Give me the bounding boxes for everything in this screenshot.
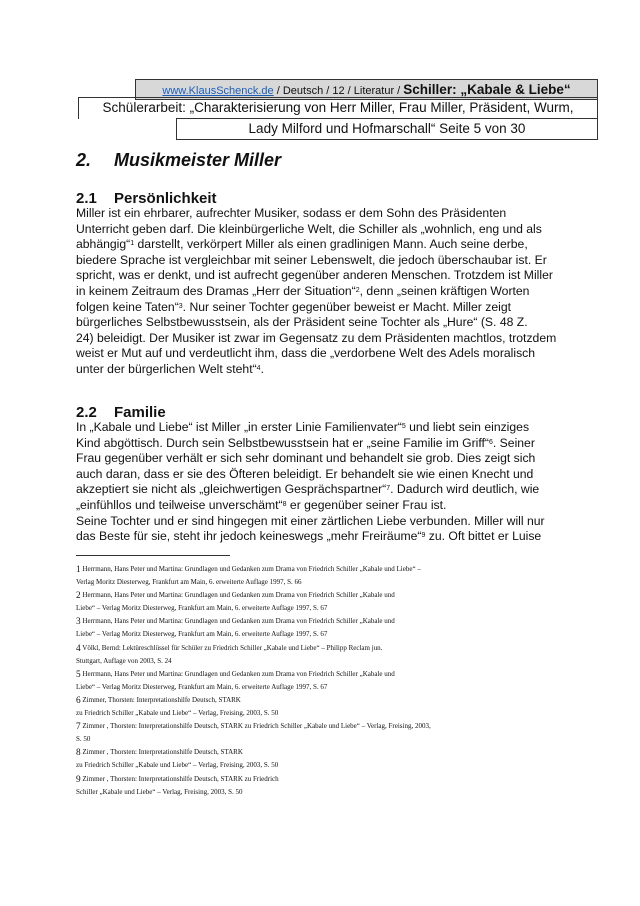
section-heading-personality	[76, 190, 217, 207]
text-segment: und liebt sein einziges	[405, 420, 530, 434]
text-line: weist er Mut auf und verdeutlicht ihm, dass die „verdorbene Welt des Adels moralisch	[76, 346, 536, 361]
footnote-line	[76, 603, 606, 616]
footnote-ref: Zimmer , Thorsten: Interpretationshilfe Deutsch, STARK zu Friedrich	[80, 774, 279, 783]
chapter-title: Musikmeister Miller	[114, 150, 282, 170]
footnote-ref: Völkl, Bernd: Lektüreschlüssel für Schüler zu Friedrich Schiller „Kabale und Liebe“ – Philipp Reclam jun.	[80, 643, 383, 652]
text-segment: folgen keine Taten“	[76, 299, 179, 314]
text-segment: .	[260, 361, 264, 376]
section-number: 2.1	[76, 190, 97, 207]
text-line	[76, 498, 576, 514]
footnote-ref: Liebe“ – Verlag Moritz Diesterweg, Frankfurt am Main, 6. erweiterte Auflage 1997, S. 67	[76, 630, 328, 639]
footnote-ref: 9	[421, 532, 426, 540]
footnote-line	[76, 643, 606, 656]
text-line: spricht, was er denkt, und ist aufrecht gegenüber anderen Menschen. Trotzdem ist Miller	[76, 268, 553, 283]
footnote-line	[76, 682, 606, 695]
footnote-ref: 7	[386, 485, 391, 493]
footnote-divider	[76, 555, 230, 556]
section-title: Familie	[114, 404, 166, 421]
text-segment: darstellt, verkörpert Miller als einen gradlinigen Mann. Auch seine derbe,	[134, 237, 528, 252]
text-line: Miller ist ein ehrbarer, aufrechter Musiker, sodass er dem Sohn des Präsidenten	[76, 206, 507, 220]
chapter-number: 2.	[76, 150, 92, 170]
header-path: / Deutsch / 12 / Literatur /	[273, 85, 404, 97]
footnote-ref: 6	[488, 438, 493, 446]
footnote-ref: Liebe“ – Verlag Moritz Diesterweg, Frankfurt am Main, 6. erweiterte Auflage 1997, S. 67	[76, 682, 328, 691]
footnote-line	[76, 721, 606, 734]
footnote-line	[76, 656, 606, 669]
footnote-ref: 1	[130, 240, 135, 248]
text-line: Frau gegenüber verhält er sich sehr dominant und behandelt sie grob. Dies zeigt sich	[76, 451, 536, 466]
text-line	[76, 436, 576, 452]
footnote-line	[76, 577, 606, 590]
footnote-ref: Zimmer, Thorsten: Interpretationshilfe Deutsch, STARK	[80, 695, 241, 704]
section-title: Persönlichkeit	[114, 190, 217, 207]
footnote-line	[76, 695, 606, 708]
footnote-line	[76, 747, 606, 760]
header-subtitle-line1: Schülerarbeit: „Charakterisierung von Herr Miller, Frau Miller, Präsident, Wurm,	[78, 97, 598, 119]
footnote-line	[76, 760, 606, 773]
text-segment: zu. Oft bittet er Luise	[425, 529, 542, 544]
footnote-ref: Liebe“ – Verlag Moritz Diesterweg, Frankfurt am Main, 6. erweiterte Auflage 1997, S. 67	[76, 604, 328, 613]
text-segment: akzeptiert sie nicht als „gleichwertigen Gesprächspartner“	[76, 482, 387, 497]
text-segment: 5	[76, 669, 81, 680]
footnote-ref: S. 50	[76, 735, 91, 744]
text-segment: 6	[76, 695, 81, 706]
footnote-line	[76, 629, 606, 642]
footnote-ref: Zimmer , Thorsten: Interpretationshilfe Deutsch, STARK zu Friedrich Schiller „Kabale und Liebe“ – Verlag, Freising, 2003,	[80, 722, 431, 731]
text-line	[76, 420, 576, 436]
text-segment: 8	[76, 748, 81, 759]
text-line	[76, 237, 576, 253]
text-segment: 4	[76, 643, 81, 654]
text-segment: , denn „seinen kräftigen Worten	[359, 283, 530, 298]
text-segment: . Nur seiner Tochter gegenüber beweist er Macht. Miller zeigt	[182, 299, 511, 314]
footnote-ref: Stuttgart, Auflage von 2003, S. 24	[76, 656, 172, 665]
footnote-line	[76, 708, 606, 721]
text-line: Unterricht geben darf. Die kleinbürgerliche Welt, die Schiller als „wohnlich, eng und als	[76, 221, 542, 236]
footnote-line	[76, 616, 606, 629]
text-segment: 3	[76, 617, 81, 628]
text-segment: Kind abgöttisch. Durch sein Selbstbewusstsein hat er „seine Familie im Griff“	[76, 435, 489, 450]
text-segment: . Dadurch wird deutlich, wie	[390, 482, 540, 497]
section-number: 2.2	[76, 404, 97, 421]
footnotes	[76, 564, 606, 800]
text-segment: . Seiner	[492, 435, 535, 450]
footnote-ref: 3	[178, 302, 183, 310]
section-heading-family	[76, 404, 166, 421]
footnote-line	[76, 590, 606, 603]
footnote-ref: 8	[282, 500, 287, 508]
paragraph-family	[76, 420, 576, 545]
footnote-ref: Herrmann, Hans Peter und Martina: Grundlagen und Gedanken zum Drama von Friedrich Schiller „Kabale und	[80, 617, 395, 626]
footnote-line	[76, 734, 606, 747]
text-segment: das Beste für sie, steht ihr jedoch keineswegs „mehr Freiräume“	[76, 529, 422, 544]
footnote-ref: Herrmann, Hans Peter und Martina: Grundlagen und Gedanken zum Drama von Friedrich Schiller „Kabale und	[80, 591, 395, 600]
text-line	[76, 362, 576, 378]
text-line: biedere Sprache ist vergleichbar mit seiner Lebenswelt, die jedoch überschaubar ist. Er	[76, 252, 547, 267]
text-segment: 7	[76, 722, 81, 733]
footnote-line	[76, 774, 606, 787]
header-title: Schiller: „Kabale & Liebe“	[403, 82, 571, 97]
text-segment: abhängig“	[76, 237, 131, 252]
site-link[interactable]: www.KlausSchenck.de	[162, 85, 274, 97]
text-line	[76, 529, 576, 545]
footnote-line	[76, 564, 606, 577]
text-segment: 1	[76, 565, 81, 575]
header-subtitle-line2: Lady Milford und Hofmarschall“ Seite 5 von 30	[176, 118, 598, 140]
text-line	[76, 284, 576, 300]
text-line	[76, 300, 576, 316]
footnote-ref: Herrmann, Hans Peter und Martina: Grundlagen und Gedanken zum Drama von Friedrich Schiller „Kabale und Liebe“ –	[80, 565, 421, 573]
text-segment: unter der bürgerlichen Welt steht“	[76, 361, 257, 376]
chapter-heading	[76, 150, 281, 171]
footnote-ref: Schiller „Kabale und Liebe“ – Verlag, Freising, 2003, S. 50	[76, 787, 243, 796]
text-line: auch daran, dass er sie des Öfteren beleidigt. Er behandelt sie wie einen Knecht und	[76, 466, 534, 481]
footnote-ref: zu Friedrich Schiller „Kabale und Liebe“ – Verlag, Freising, 2003, S. 50	[76, 761, 279, 770]
text-segment: er gegenüber seiner Frau ist.	[286, 497, 447, 512]
footnote-ref: 2	[355, 286, 360, 294]
footnote-ref: zu Friedrich Schiller „Kabale und Liebe“ – Verlag, Freising, 2003, S. 50	[76, 709, 279, 718]
text-segment: „einfühllos und teilweise unverschämt“	[76, 497, 283, 512]
text-line: bürgerliches Selbstbewusstsein, als der Präsident seine Tochter als „Hure“ (S. 48 Z.	[76, 315, 528, 330]
text-segment: in keinem Zeitraum des Dramas „Herr der Situation“	[76, 283, 356, 298]
footnote-line	[76, 787, 606, 800]
footnote-ref: 4	[256, 364, 261, 372]
footnote-ref: 5	[401, 423, 406, 430]
footnote-ref: Zimmer , Thorsten: Interpretationshilfe Deutsch, STARK	[80, 748, 243, 757]
text-line: Seine Tochter und er sind hingegen mit einer zärtlichen Liebe verbunden. Miller will nur	[76, 513, 545, 528]
footnote-ref: Herrmann, Hans Peter und Martina: Grundlagen und Gedanken zum Drama von Friedrich Schiller „Kabale und	[80, 669, 395, 678]
text-segment: 9	[76, 774, 81, 785]
text-segment: 2	[76, 591, 81, 602]
paragraph-personality	[76, 206, 576, 378]
footnote-line	[76, 669, 606, 682]
footnote-ref: Verlag Moritz Diesterweg, Frankfurt am Main, 6. erweiterte Auflage 1997, S. 66	[76, 578, 302, 587]
text-line	[76, 482, 576, 498]
text-segment: In „Kabale und Liebe“ ist Miller „in erster Linie Familienvater“	[76, 420, 402, 434]
text-line: 24) beleidigt. Der Musiker ist zwar im Gegensatz zu dem Präsidenten machtlos, trotzdem	[76, 330, 557, 345]
